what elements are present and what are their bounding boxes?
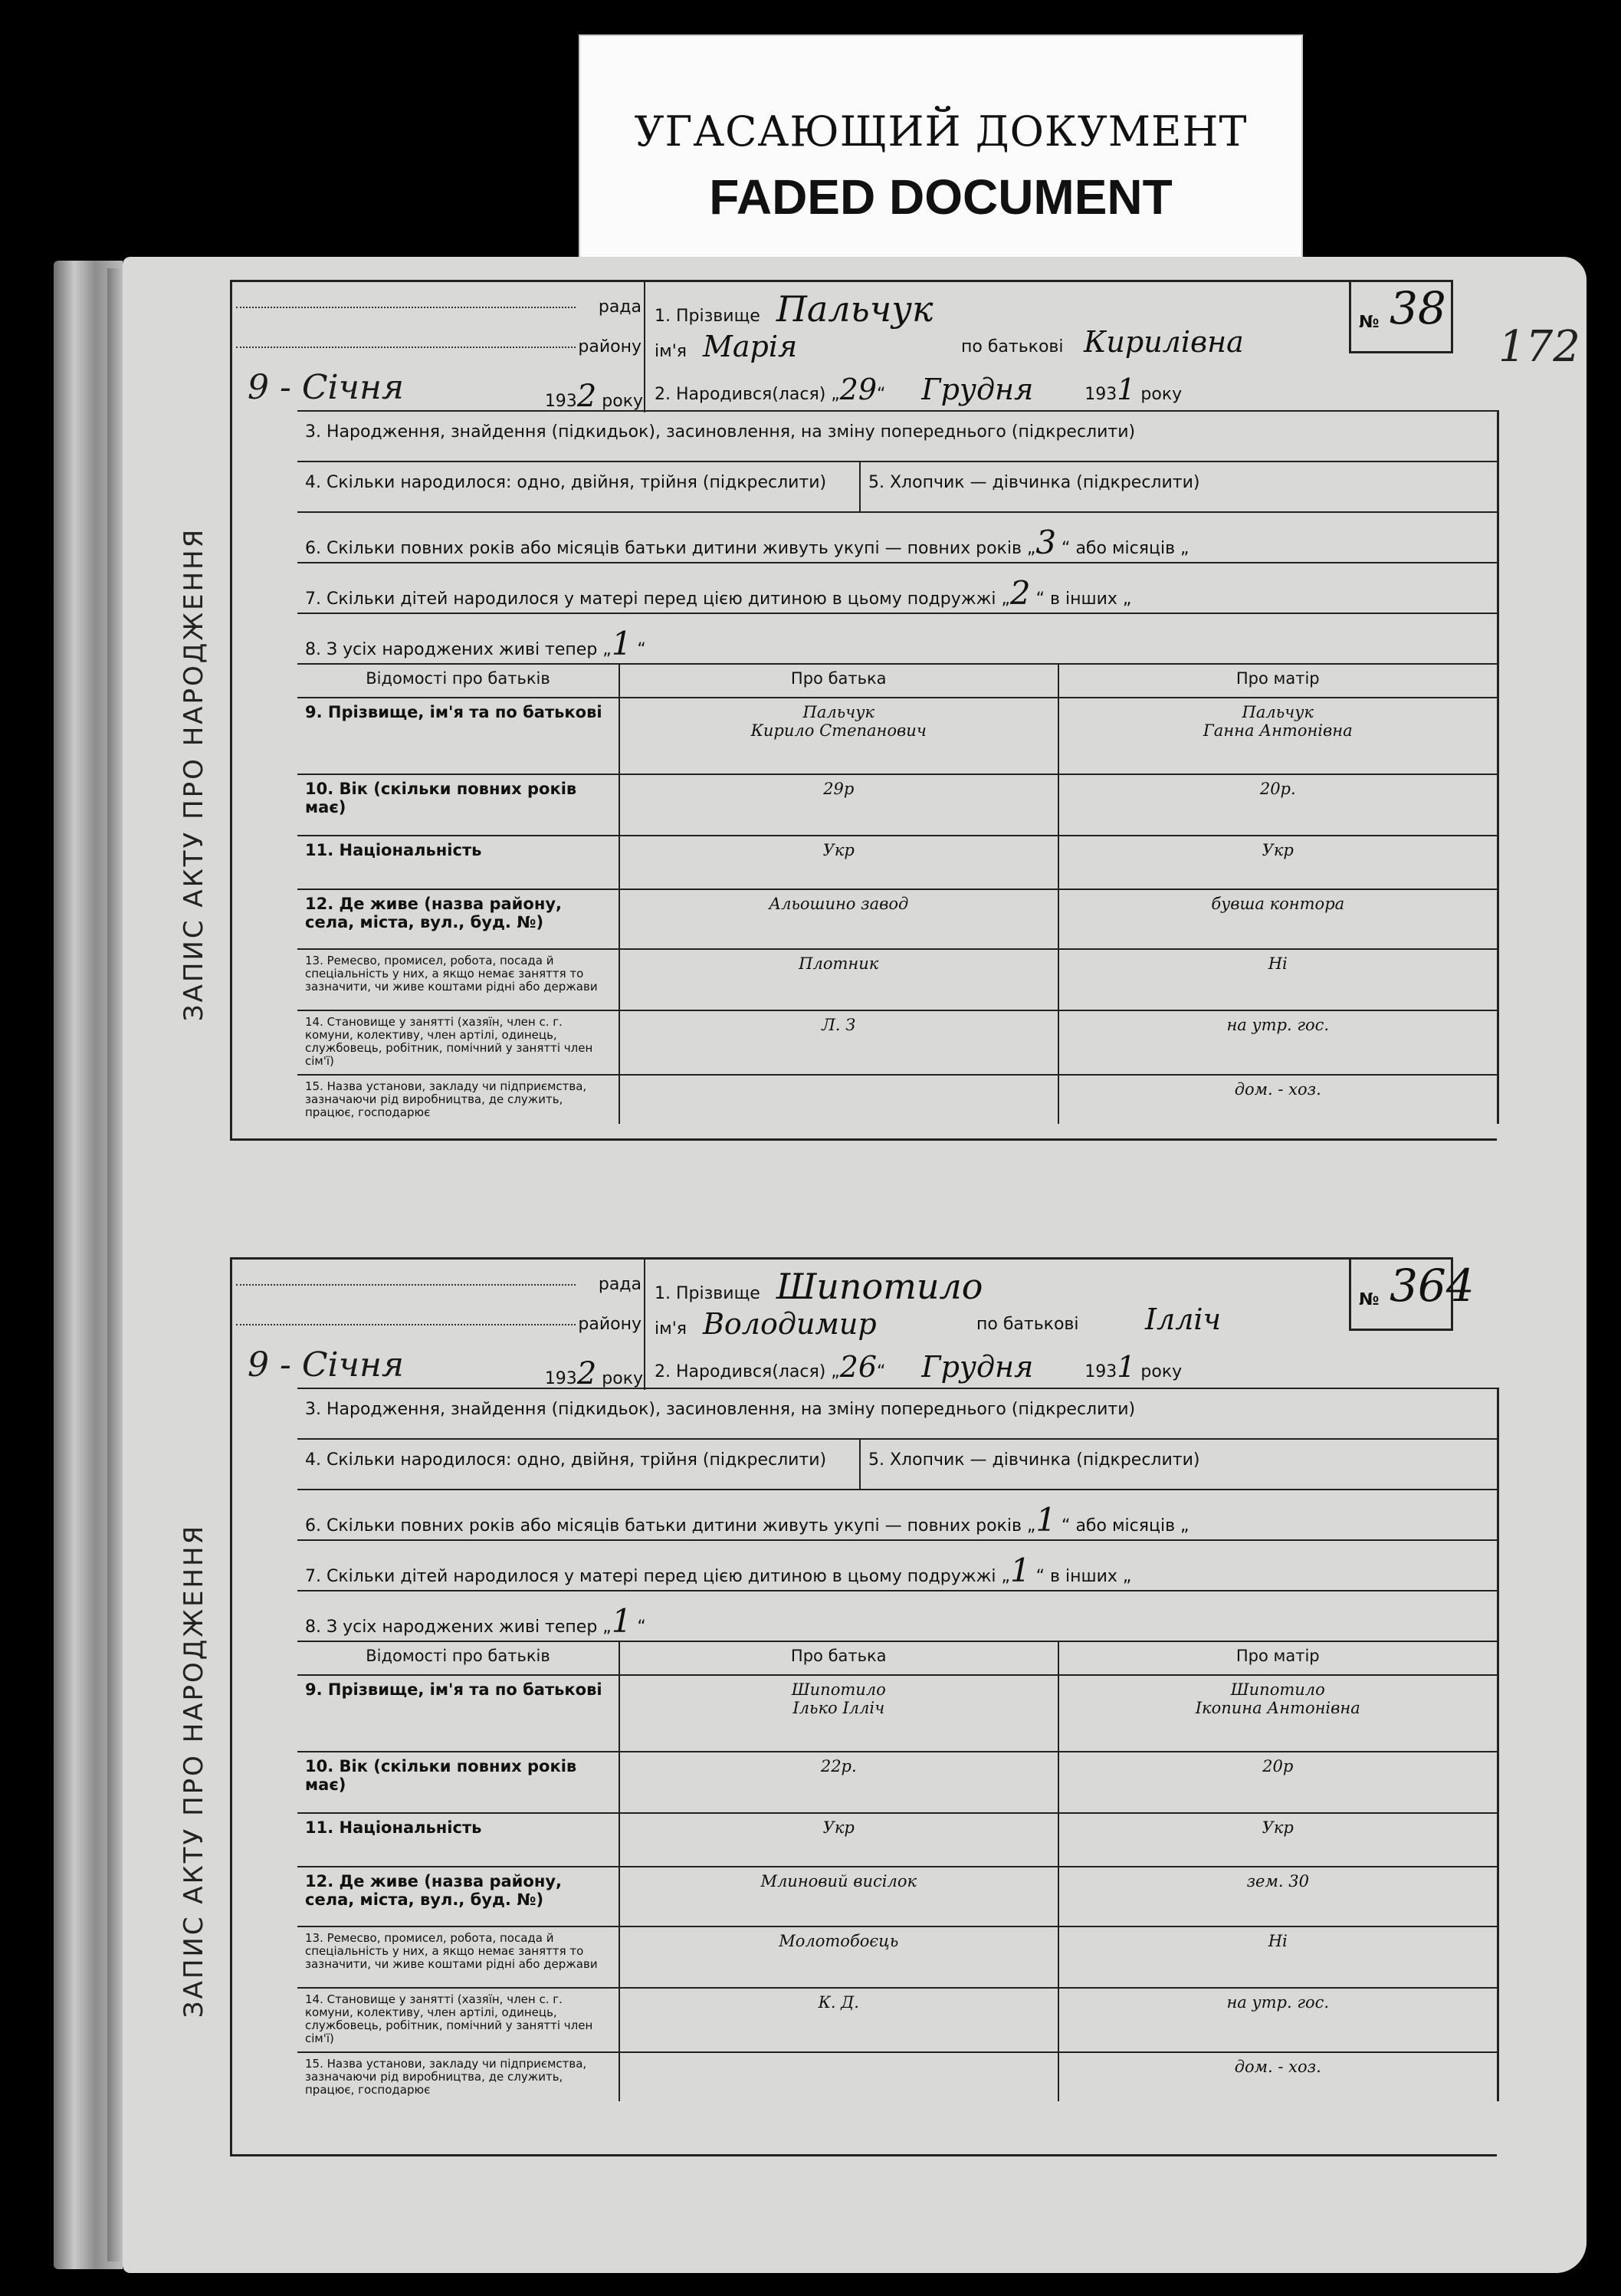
mother-name: Шипотило Ікопина Антонівна xyxy=(1058,1675,1498,1752)
mother-residence: бувша контора xyxy=(1058,889,1498,949)
row-14-label: 14. Становище у занятті (хазяїн, член с. г. комуни, колективу, член артілі, одинець, службовець, робітник, помічний у занятті член сім'ї) xyxy=(297,1988,619,2052)
questions-table xyxy=(297,410,1499,1124)
question-3: 3. Народження, знайдення (підкидьок), засиновлення, на зміну попереднього (підкреслити) xyxy=(297,410,1497,461)
record-number: 38 xyxy=(1390,282,1446,334)
year-digit: 2 xyxy=(576,379,597,414)
year-prefix: 193 xyxy=(544,392,577,411)
rada-label: рада xyxy=(598,1275,642,1294)
year-digit: 2 xyxy=(576,1356,597,1391)
questions-table xyxy=(297,1388,1499,2101)
name-label: ім'я xyxy=(655,342,687,361)
birth-record-1 xyxy=(179,280,1548,1119)
row-11-label: 11. Національність xyxy=(297,836,619,889)
faded-document-label xyxy=(579,34,1303,268)
years-together: 3 xyxy=(1035,524,1057,561)
row-15-label: 15. Назва установи, закладу чи підприємства, зазначаючи рід виробництва, де служить, працює, господарює xyxy=(297,2052,619,2101)
side-title: ЗАПИС АКТУ ПРО НАРОДЖЕННЯ xyxy=(179,527,210,1022)
child-patronymic: Кирилівна xyxy=(1084,325,1244,359)
born-month: Грудня xyxy=(921,373,1034,406)
record-body xyxy=(179,1388,1497,2156)
registration-date: 9 - Січня xyxy=(248,1345,405,1384)
registration-block xyxy=(230,1257,646,1390)
born-year-prefix: 193 xyxy=(1084,1362,1117,1381)
col-mother: Про матір xyxy=(1058,1641,1498,1675)
name-label: ім'я xyxy=(655,1319,687,1339)
record-body xyxy=(179,410,1497,1141)
record-number: 364 xyxy=(1390,1260,1475,1312)
mother-age: 20р xyxy=(1058,1752,1498,1813)
mother-status: на утр. гос. xyxy=(1058,1988,1498,2052)
question-4: 4. Скільки народилося: одно, двійня, трійня (підкреслити) xyxy=(297,1440,861,1489)
record-number-box xyxy=(1349,1257,1475,1331)
record-number-box xyxy=(1349,280,1453,353)
mother-residence: зем. 30 xyxy=(1058,1867,1498,1926)
question-5: 5. Хлопчик — дівчинка (підкреслити) xyxy=(868,473,1200,492)
raion-label: району xyxy=(578,337,642,356)
child-name-block: 1. Прізвище Шипотило ім'я Володимир по батькові Ілліч 2. Народився(лася) „26“ Грудня 1931 року xyxy=(644,1257,1350,1390)
born-year-prefix: 193 xyxy=(1084,385,1117,404)
mother-institution: дом. - хоз. xyxy=(1058,1075,1498,1124)
born-label: 2. Народився(лася) xyxy=(655,1362,826,1381)
page-number: 172 xyxy=(1498,322,1580,372)
question-6: 6. Скільки повних років або місяців батьки дитини живуть укупі — повних років „3 “ або місяців „ xyxy=(297,511,1497,562)
registration-year xyxy=(545,379,643,414)
father-residence: Млиновий висілок xyxy=(619,1867,1058,1926)
father-occupation: Молотобоєць xyxy=(619,1926,1058,1988)
father-name: Пальчук Кирило Степанович xyxy=(619,698,1058,774)
born-year-digit: 1 xyxy=(1117,1350,1136,1384)
alive-now: 1 xyxy=(611,1602,632,1640)
patronymic-label: по батькові xyxy=(961,337,1064,356)
mother-nationality: Укр xyxy=(1058,1813,1498,1867)
question-4-5 xyxy=(297,1438,1497,1489)
child-name: Марія xyxy=(702,330,798,363)
question-5: 5. Хлопчик — дівчинка (підкреслити) xyxy=(868,1450,1200,1470)
years-together: 1 xyxy=(1035,1501,1057,1539)
registration-year xyxy=(545,1356,643,1391)
mother-status: на утр. гос. xyxy=(1058,1010,1498,1075)
birth-record-2 xyxy=(179,1257,1548,2097)
question-3: 3. Народження, знайдення (підкидьок), засиновлення, на зміну попереднього (підкреслити) xyxy=(297,1388,1497,1438)
father-name: Шипотило Ілько Ілліч xyxy=(619,1675,1058,1752)
child-surname: Шипотило xyxy=(776,1266,983,1307)
children-before: 2 xyxy=(1009,574,1031,612)
father-age: 22р. xyxy=(619,1752,1058,1813)
alive-now: 1 xyxy=(611,625,632,662)
mother-age: 20р. xyxy=(1058,774,1498,836)
born-month: Грудня xyxy=(921,1350,1034,1384)
row-10-label: 10. Вік (скільки повних років має) xyxy=(297,774,619,836)
row-12-label: 12. Де живе (назва району, села, міста, вул., буд. №) xyxy=(297,1867,619,1926)
record-header xyxy=(230,280,1548,414)
row-13-label: 13. Ремесво, промисел, робота, посада й спеціальність у них, а якщо немає заняття то зазначити, чи живе коштами рідні або держави xyxy=(297,1926,619,1988)
col-info: Відомості про батьків xyxy=(297,664,619,698)
question-4: 4. Скільки народилося: одно, двійня, трійня (підкреслити) xyxy=(297,462,861,511)
mother-institution: дом. - хоз. xyxy=(1058,2052,1498,2101)
row-14-label: 14. Становище у занятті (хазяїн, член с. г. комуни, колективу, член артілі, одинець, службовець, робітник, помічний у занятті член сім'ї) xyxy=(297,1010,619,1075)
side-title: ЗАПИС АКТУ ПРО НАРОДЖЕННЯ xyxy=(179,1523,210,2018)
father-residence: Альошино завод xyxy=(619,889,1058,949)
raion-label: району xyxy=(578,1315,642,1334)
mother-occupation: Ні xyxy=(1058,949,1498,1010)
surname-label: 1. Прізвище xyxy=(655,1284,760,1303)
mother-occupation: Ні xyxy=(1058,1926,1498,1988)
registration-date: 9 - Січня xyxy=(248,368,405,407)
born-day: 26 xyxy=(839,1350,878,1384)
question-8: 8. З усіх народжених живі тепер „1 “ xyxy=(297,613,1497,663)
roku-label: року xyxy=(602,392,643,411)
child-name-block: 1. Прізвище Пальчук ім'я Марія по батькові Кирилівна 2. Народився(лася) „29“ Грудня 1931 року xyxy=(644,280,1350,412)
parents-table xyxy=(297,663,1497,1124)
father-institution xyxy=(619,2052,1058,2101)
row-10-label: 10. Вік (скільки повних років має) xyxy=(297,1752,619,1813)
registration-block xyxy=(230,280,646,412)
roku-label: року xyxy=(602,1369,643,1388)
father-institution xyxy=(619,1075,1058,1124)
col-father: Про батька xyxy=(619,1641,1058,1675)
roku-label: року xyxy=(1140,385,1183,404)
child-patronymic: Ілліч xyxy=(1145,1302,1222,1336)
roku-label: року xyxy=(1140,1362,1183,1381)
parents-table xyxy=(297,1641,1497,2101)
row-11-label: 11. Національність xyxy=(297,1813,619,1867)
row-15-label: 15. Назва установи, закладу чи підприємства, зазначаючи рід виробництва, де служить, працює, господарює xyxy=(297,1075,619,1124)
father-status: К. Д. xyxy=(619,1988,1058,2052)
question-6: 6. Скільки повних років або місяців батьки дитини живуть укупі — повних років „1 “ або місяців „ xyxy=(297,1489,1497,1539)
row-9-label: 9. Прізвище, ім'я та по батькові xyxy=(297,698,619,774)
col-info: Відомості про батьків xyxy=(297,1641,619,1675)
father-age: 29р xyxy=(619,774,1058,836)
born-label: 2. Народився(лася) xyxy=(655,385,826,404)
year-prefix: 193 xyxy=(544,1369,577,1388)
born-day: 29 xyxy=(839,373,878,406)
child-name: Володимир xyxy=(702,1307,877,1341)
father-occupation: Плотник xyxy=(619,949,1058,1010)
born-year-digit: 1 xyxy=(1117,373,1136,406)
record-header xyxy=(230,1257,1548,1391)
number-sign: № xyxy=(1359,1290,1380,1309)
col-father: Про батька xyxy=(619,664,1058,698)
number-sign: № xyxy=(1359,313,1380,332)
row-13-label: 13. Ремесво, промисел, робота, посада й спеціальність у них, а якщо немає заняття то зазначити, чи живе коштами рідні або держави xyxy=(297,949,619,1010)
rada-label: рада xyxy=(598,297,642,317)
surname-label: 1. Прізвище xyxy=(655,307,760,326)
question-8: 8. З усіх народжених живі тепер „1 “ xyxy=(297,1590,1497,1641)
child-surname: Пальчук xyxy=(776,288,934,330)
question-7: 7. Скільки дітей народилося у матері перед цією дитиною в цьому подружжі „1 “ в інших „ xyxy=(297,1539,1497,1590)
row-12-label: 12. Де живе (назва району, села, міста, вул., буд. №) xyxy=(297,889,619,949)
mother-nationality: Укр xyxy=(1058,836,1498,889)
question-7: 7. Скільки дітей народилося у матері перед цією дитиною в цьому подружжі „2 “ в інших „ xyxy=(297,562,1497,613)
father-nationality: Укр xyxy=(619,1813,1058,1867)
patronymic-label: по батькові xyxy=(976,1315,1079,1334)
label-english: FADED DOCUMENT xyxy=(709,169,1173,225)
children-before: 1 xyxy=(1009,1552,1031,1589)
col-mother: Про матір xyxy=(1058,664,1498,698)
mother-name: Пальчук Ганна Антонівна xyxy=(1058,698,1498,774)
father-nationality: Укр xyxy=(619,836,1058,889)
row-9-label: 9. Прізвище, ім'я та по батькові xyxy=(297,1675,619,1752)
question-4-5 xyxy=(297,461,1497,511)
father-status: Л. З xyxy=(619,1010,1058,1075)
label-russian: УГАСАЮЩИЙ ДОКУМЕНТ xyxy=(634,107,1248,156)
